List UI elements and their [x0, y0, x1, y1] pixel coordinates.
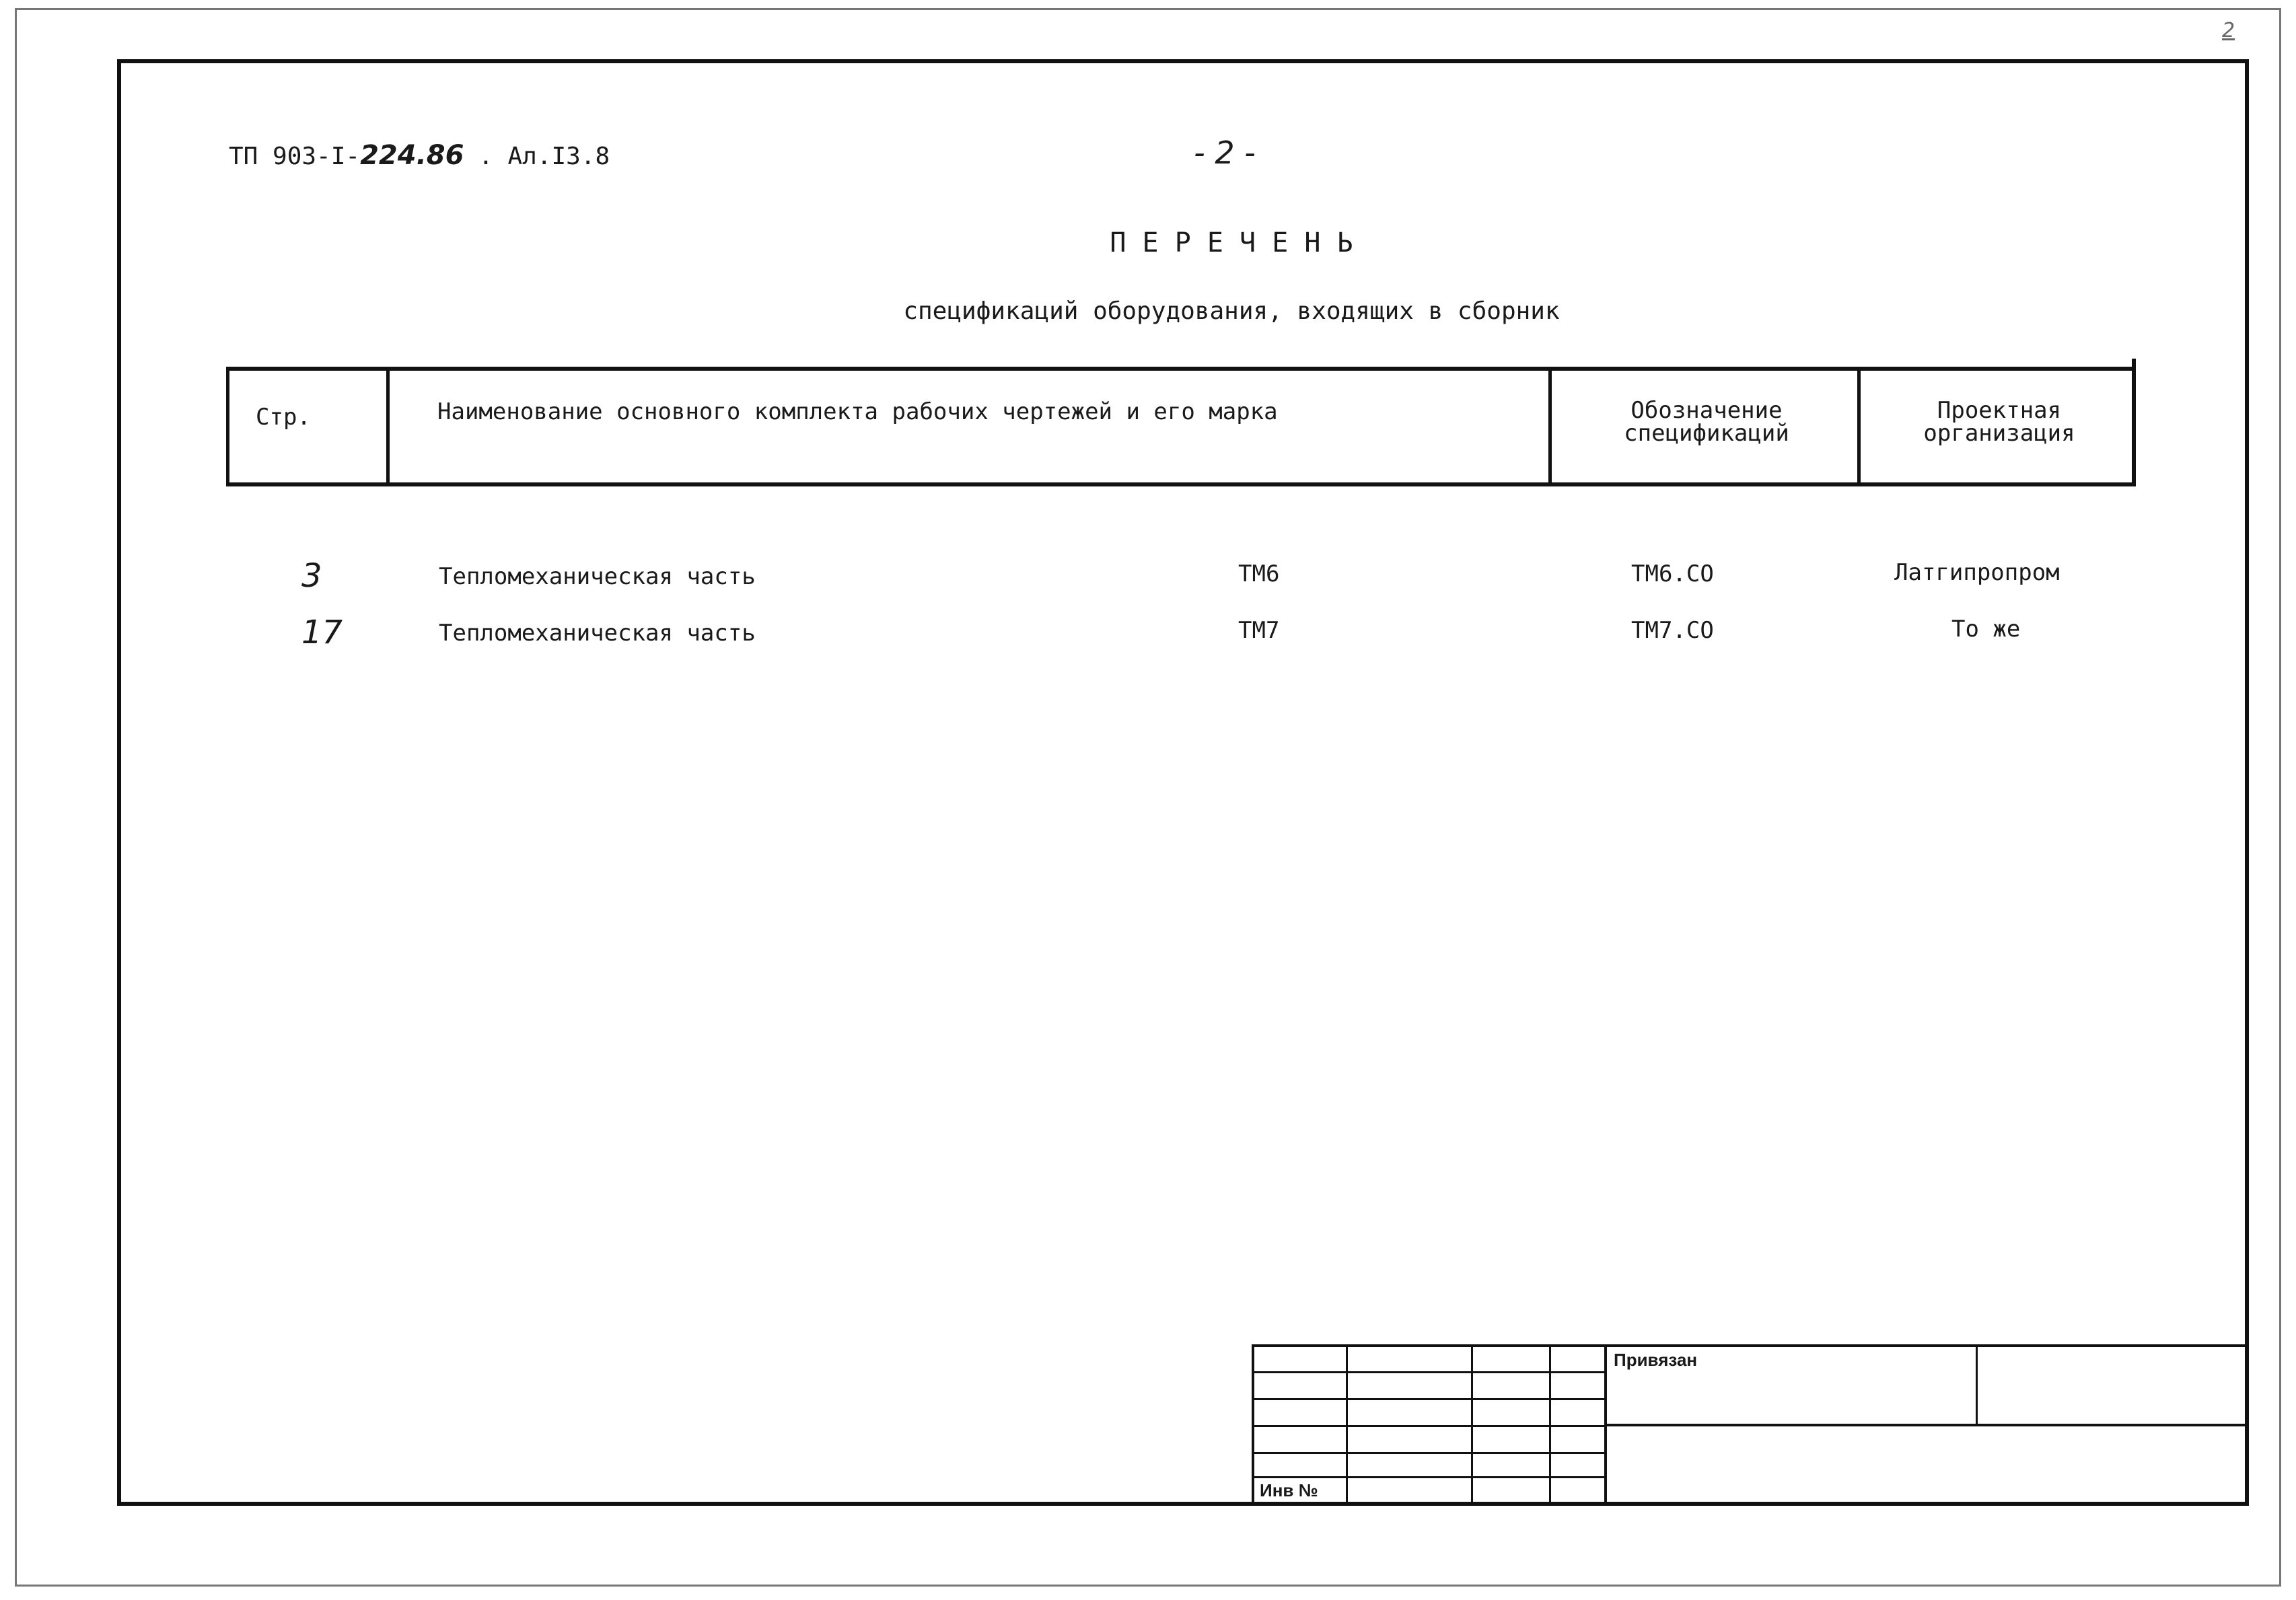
header-designation-line2: спецификаций: [1624, 420, 1789, 447]
corner-mark: 2: [2222, 19, 2235, 42]
row-spec: ТМ6.СО: [1631, 560, 1714, 587]
page-subtitle: спецификаций оборудования, входящих в сборник: [903, 297, 1560, 325]
page-title: П Е Р Е Ч Е Н Ь: [1110, 227, 1353, 258]
row-organization: То же: [1951, 616, 2021, 643]
header-designation-line1: Обозначение: [1630, 397, 1783, 424]
title-block: [1252, 1344, 2245, 1503]
header-organization-line1: Проектная: [1937, 397, 2062, 424]
header-page: Стр.: [256, 404, 311, 431]
drawing-frame: [117, 59, 2249, 1506]
table-row: [0, 557, 2296, 597]
document-code-handwritten: 224.86: [360, 140, 464, 171]
document-code: [229, 140, 610, 171]
row-organization: Латгипропром: [1894, 559, 2060, 586]
page-number: - 2 -: [1194, 135, 1256, 171]
album-reference: . Ал.I3.8: [478, 143, 610, 170]
document-code-printed: ТП 903-I-: [229, 143, 361, 170]
row-name: Тепломеханическая часть: [439, 620, 756, 647]
header-designation: [1558, 399, 1855, 445]
header-organization-line2: организация: [1923, 420, 2075, 447]
inventory-number-label: Инв №: [1260, 1480, 1318, 1500]
attached-label: Привязан: [1614, 1350, 1698, 1370]
row-mark: ТМ6: [1238, 560, 1280, 587]
row-spec: ТМ7.СО: [1631, 617, 1714, 644]
header-name: Наименование основного комплекта рабочих чертежей и его марка: [437, 398, 1278, 425]
header-organization: [1868, 399, 2130, 445]
table-header: [226, 367, 2136, 486]
row-mark: ТМ7: [1238, 617, 1280, 644]
row-page: 17: [301, 614, 343, 651]
table-row: [0, 614, 2296, 654]
row-name: Тепломеханическая часть: [439, 563, 756, 590]
row-page: 3: [301, 557, 322, 595]
